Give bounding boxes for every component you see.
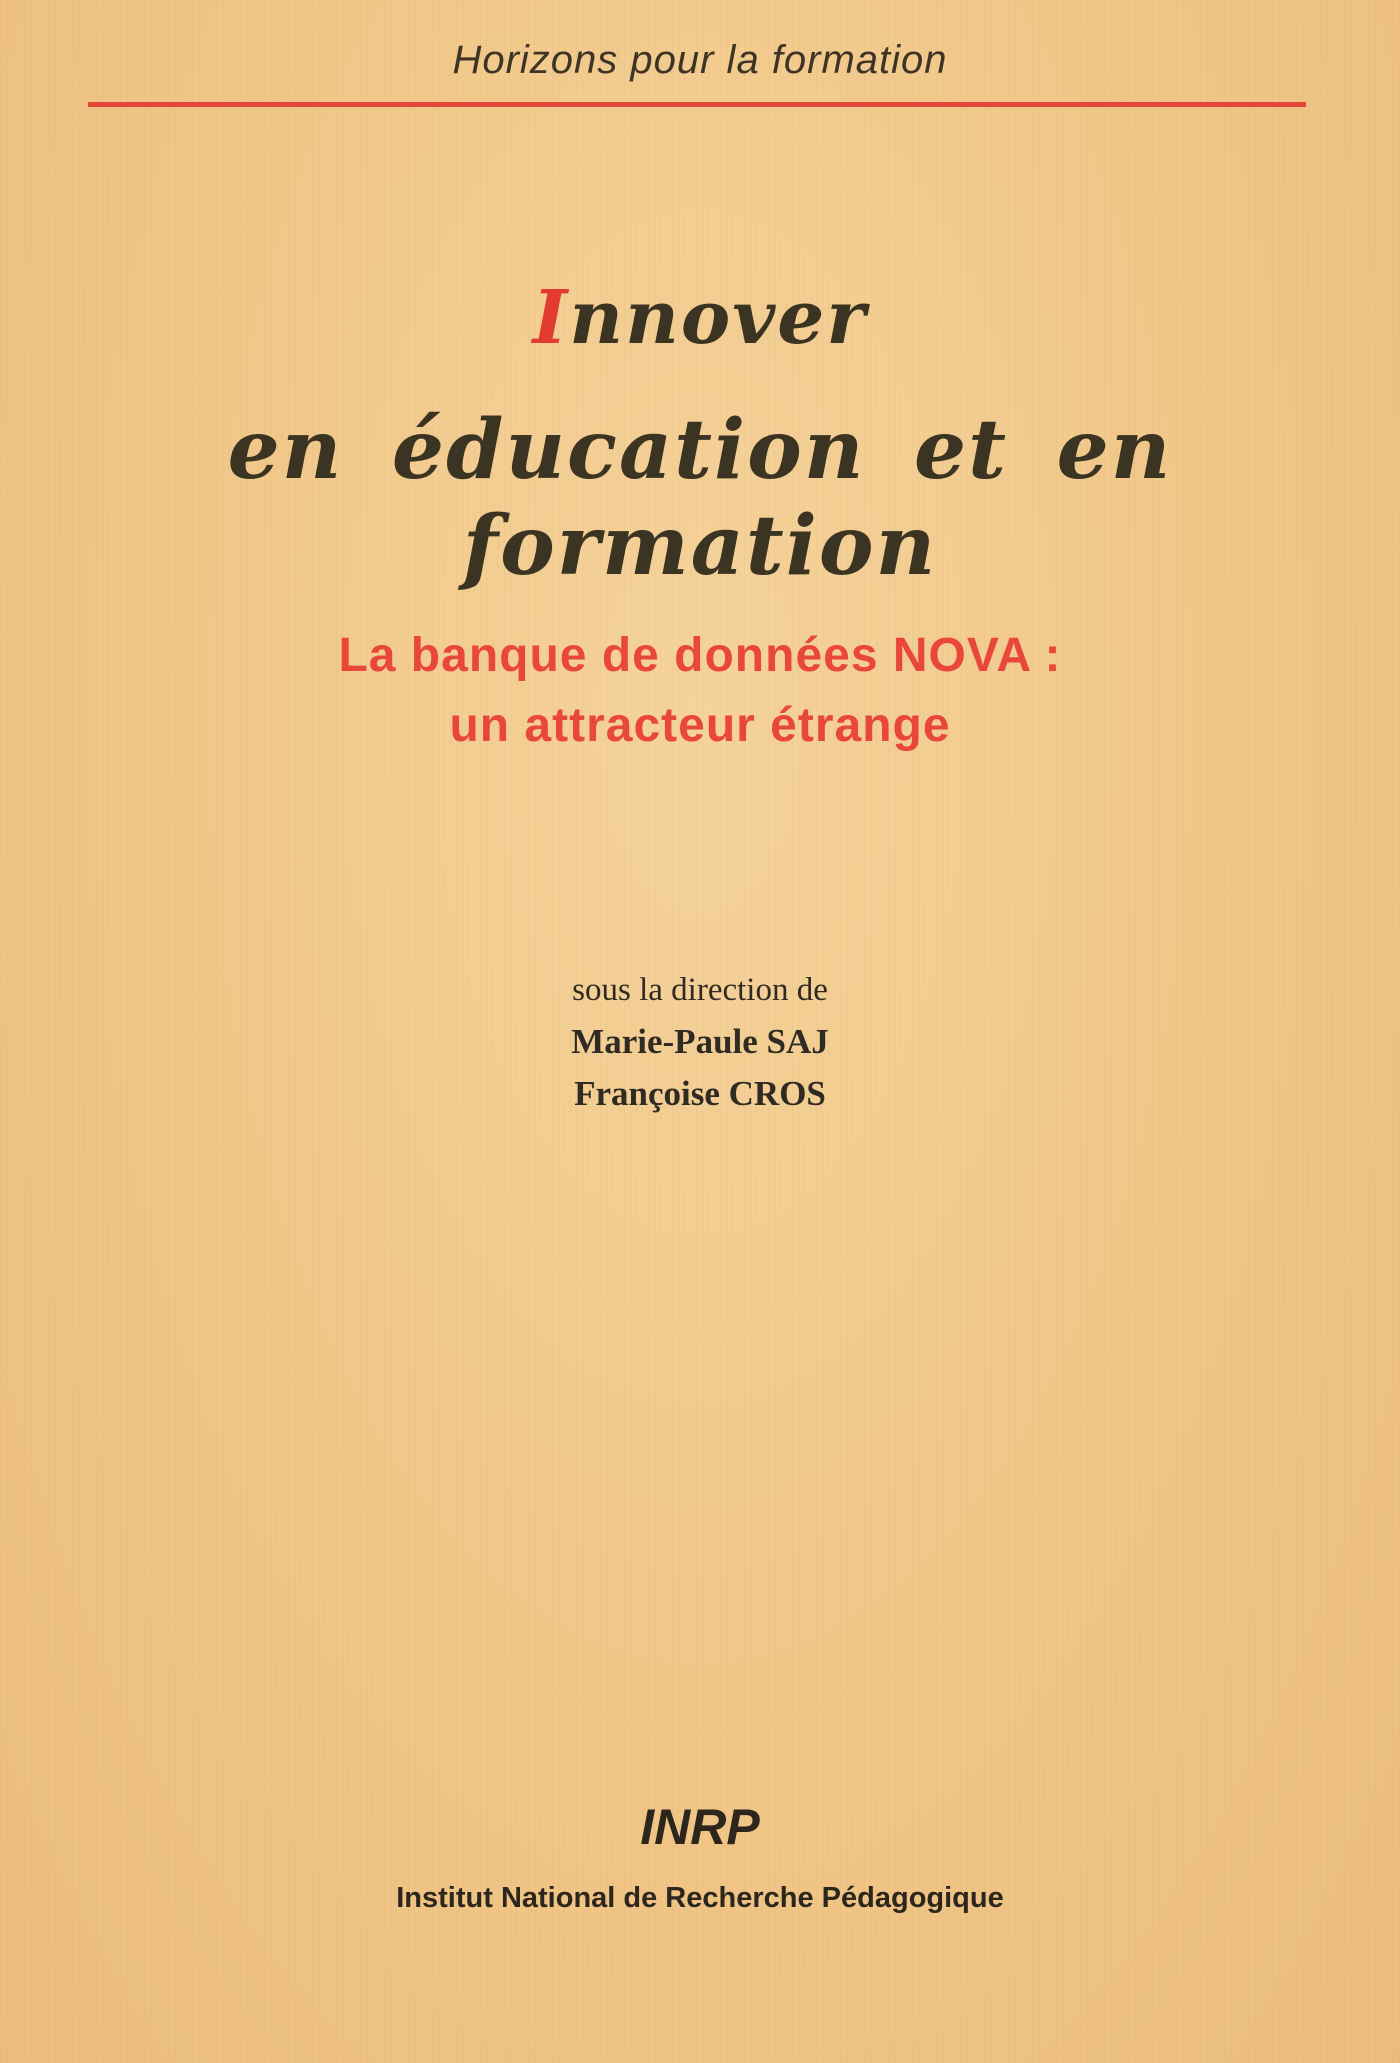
subtitle-line-1: La banque de données NOVA : [338,629,1062,682]
subtitle-line-2: un attracteur étrange [449,699,951,752]
editor-name: Marie-Paule SAJ [571,1022,829,1061]
title-line-1-rest: nnover [569,275,868,361]
title-line-1 [0,275,1400,361]
series-title: Horizons pour la formation [452,38,948,82]
series-divider [88,102,1306,107]
title-line-2: en éducation et en formation [227,402,1173,594]
direction-label: sous la direction de [572,972,828,1008]
title-initial: I [532,275,570,361]
editor-name: Françoise CROS [574,1074,826,1113]
publisher-acronym: INRP [640,1799,760,1855]
publisher-full-name: Institut National de Recherche Pédagogique [396,1882,1004,1914]
